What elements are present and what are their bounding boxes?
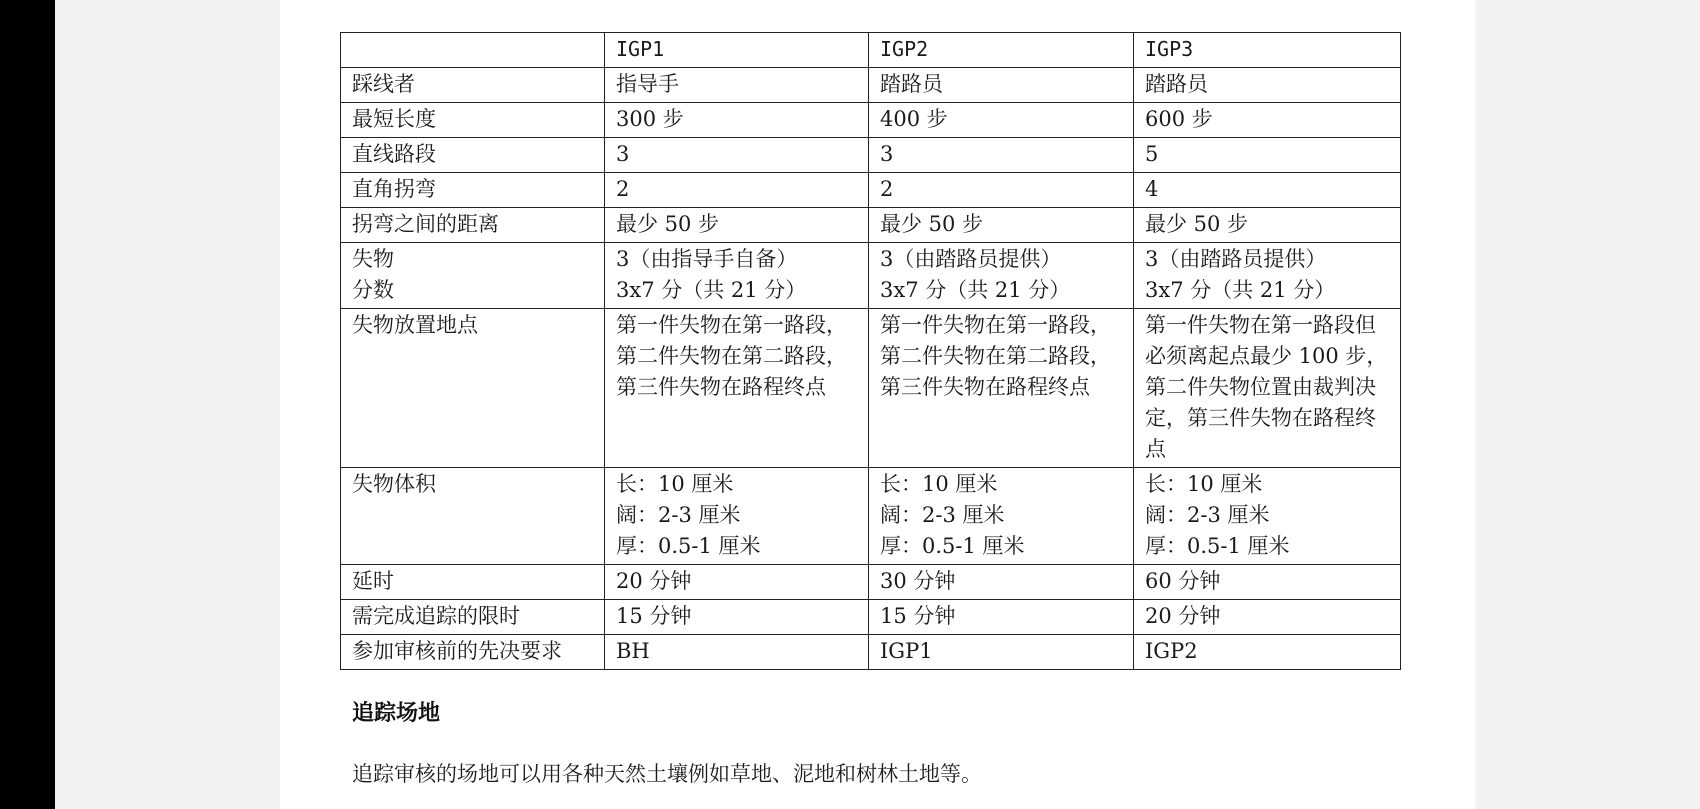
table-row <box>341 565 1401 600</box>
table-cell: 第一件失物在第一路段，第二件失物在第二路段，第三件失物在路程终点 <box>869 309 1134 468</box>
table-cell: 400 步 <box>869 103 1134 138</box>
table-cell: 最少 50 步 <box>605 208 869 243</box>
table-cell: 15 分钟 <box>869 600 1134 635</box>
row-label-cell: 最短长度 <box>341 103 605 138</box>
table-cell: 长：10 厘米 阔：2-3 厘米 厚：0.5-1 厘米 <box>605 468 869 565</box>
section-heading: 追踪场地 <box>352 701 441 726</box>
table-header-cell: IGP1 <box>605 33 869 68</box>
table-row <box>341 103 1401 138</box>
table-cell: 长：10 厘米 阔：2-3 厘米 厚：0.5-1 厘米 <box>1134 468 1401 565</box>
table-cell: 最少 50 步 <box>1134 208 1401 243</box>
row-label-cell: 拐弯之间的距离 <box>341 208 605 243</box>
table-header-cell <box>341 33 605 68</box>
table-cell: 3 <box>869 138 1134 173</box>
table-cell: 20 分钟 <box>605 565 869 600</box>
row-label-cell: 失物体积 <box>341 468 605 565</box>
table-cell: BH <box>605 635 869 670</box>
row-label-cell: 参加审核前的先决要求 <box>341 635 605 670</box>
table-row <box>341 243 1401 309</box>
table-cell: 60 分钟 <box>1134 565 1401 600</box>
document-page[interactable] <box>280 0 1475 809</box>
table-cell: 2 <box>869 173 1134 208</box>
table-cell: 3（由踏路员提供） 3x7 分（共 21 分） <box>1134 243 1401 309</box>
table-cell: IGP2 <box>1134 635 1401 670</box>
table-cell: 300 步 <box>605 103 869 138</box>
table-header-cell: IGP2 <box>869 33 1134 68</box>
table-cell: 第一件失物在第一路段，第二件失物在第二路段，第三件失物在路程终点 <box>605 309 869 468</box>
table-row <box>341 208 1401 243</box>
row-label-cell: 需完成追踪的限时 <box>341 600 605 635</box>
table-row <box>341 309 1401 468</box>
table-cell: 2 <box>605 173 869 208</box>
table-cell: IGP1 <box>869 635 1134 670</box>
table-header-cell: IGP3 <box>1134 33 1401 68</box>
table-cell: 长：10 厘米 阔：2-3 厘米 厚：0.5-1 厘米 <box>869 468 1134 565</box>
row-label-cell: 直线路段 <box>341 138 605 173</box>
table-cell: 30 分钟 <box>869 565 1134 600</box>
table-row <box>341 173 1401 208</box>
table-row <box>341 468 1401 565</box>
requirements-table <box>340 32 1401 670</box>
row-label-cell: 失物 分数 <box>341 243 605 309</box>
table-header-row <box>341 33 1401 68</box>
table-row <box>341 600 1401 635</box>
table-cell: 3 <box>605 138 869 173</box>
row-label-cell: 延时 <box>341 565 605 600</box>
row-label-cell: 直角拐弯 <box>341 173 605 208</box>
table-cell: 最少 50 步 <box>869 208 1134 243</box>
table-row <box>341 635 1401 670</box>
table-cell: 3（由踏路员提供） 3x7 分（共 21 分） <box>869 243 1134 309</box>
table-cell: 踏路员 <box>1134 68 1401 103</box>
table-row <box>341 68 1401 103</box>
viewer-left-margin <box>0 0 55 809</box>
table-cell: 踏路员 <box>869 68 1134 103</box>
table-row <box>341 138 1401 173</box>
table-cell: 5 <box>1134 138 1401 173</box>
table-cell: 3（由指导手自备） 3x7 分（共 21 分） <box>605 243 869 309</box>
table-cell: 20 分钟 <box>1134 600 1401 635</box>
table-cell: 600 步 <box>1134 103 1401 138</box>
table-cell: 4 <box>1134 173 1401 208</box>
row-label-cell: 踩线者 <box>341 68 605 103</box>
row-label-cell: 失物放置地点 <box>341 309 605 468</box>
table-cell: 第一件失物在第一路段但必须离起点最少 100 步，第二件失物位置由裁判决定，第三件失物在路程终点 <box>1134 309 1401 468</box>
table-cell: 指导手 <box>605 68 869 103</box>
section-paragraph: 追踪审核的场地可以用各种天然土壤例如草地、泥地和树林土地等。 <box>352 762 982 786</box>
table-cell: 15 分钟 <box>605 600 869 635</box>
